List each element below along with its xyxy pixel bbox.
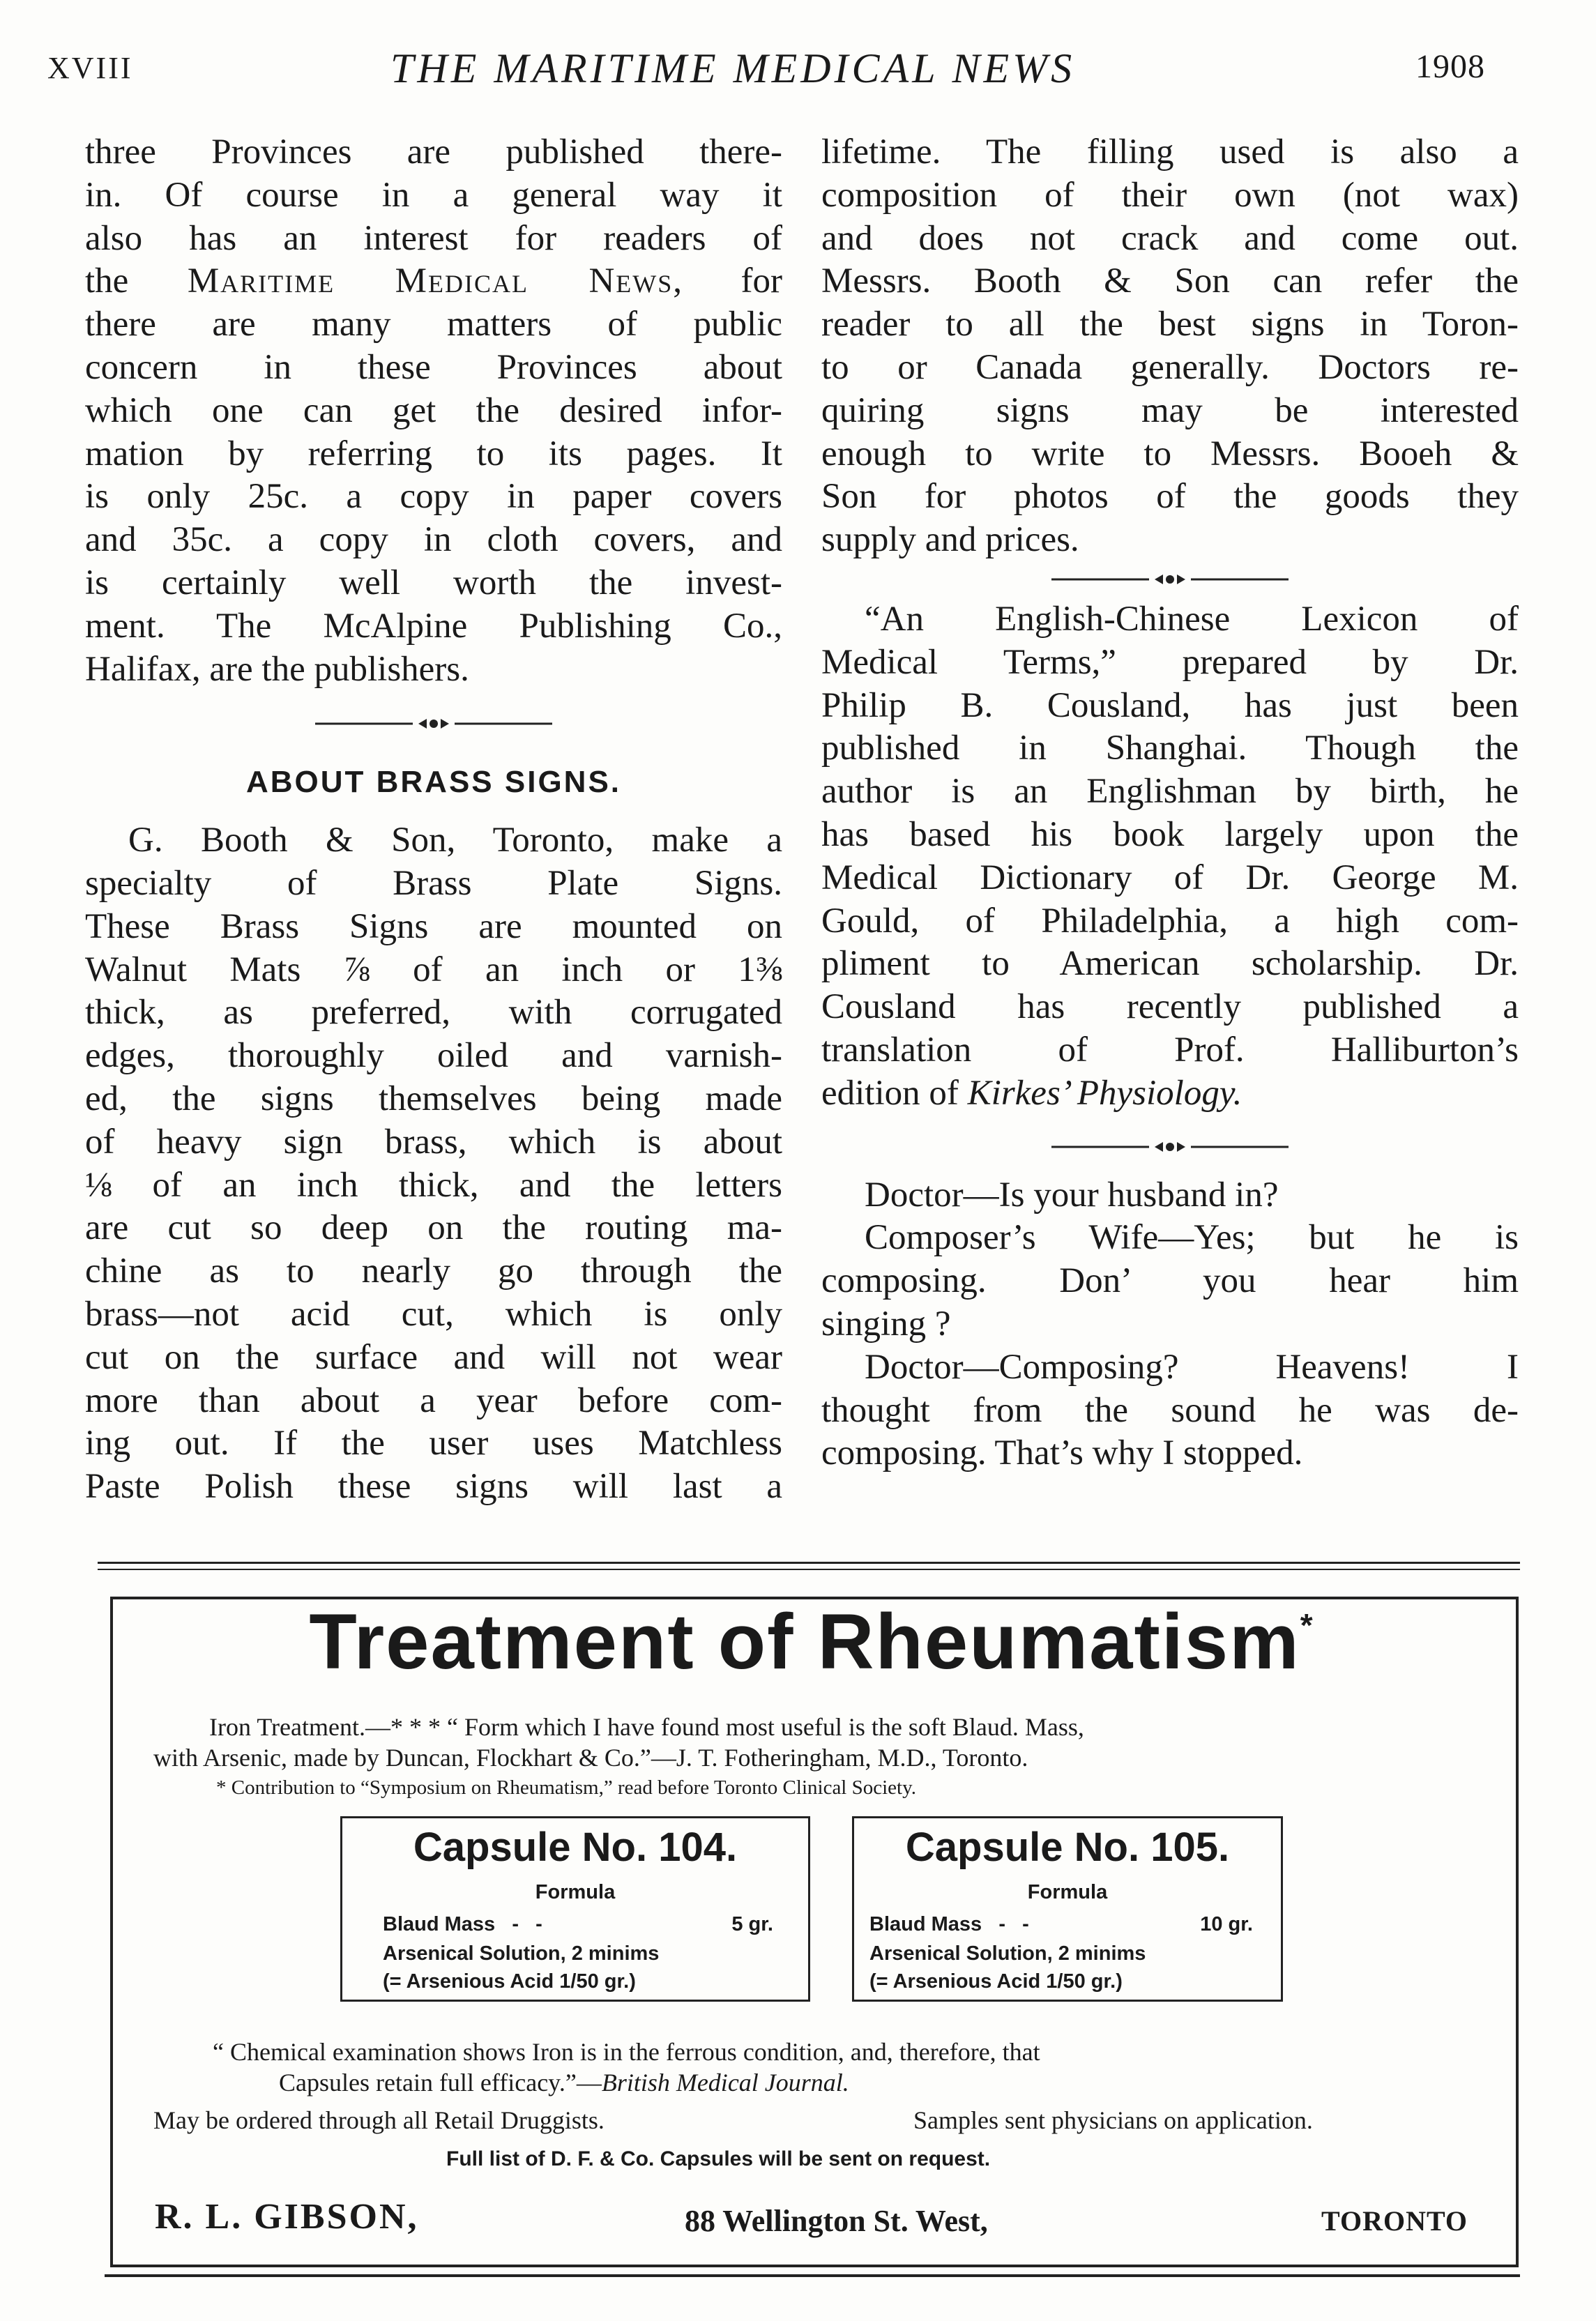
text-line: which one can get the desired infor- <box>85 390 782 430</box>
text-line: reader to all the best signs in Toron- <box>821 305 1519 344</box>
text-line: ment. The McAlpine Publishing Co., <box>85 606 782 646</box>
ornament-divider-icon <box>1051 563 1289 595</box>
text-line: Halifax, are the publishers. <box>85 649 469 689</box>
formula-row <box>869 1913 1253 1936</box>
text-line: and does not crack and come out. <box>821 218 1519 258</box>
section-heading-brass-signs: ABOUT BRASS SIGNS. <box>245 765 622 800</box>
text-line: Son for photos of the goods they <box>821 477 1519 517</box>
formula-row: (= Arsenious Acid 1/50 gr.) <box>869 1970 1123 1993</box>
text-line: enough to write to Messrs. Booeh & <box>821 434 1519 473</box>
text-line: composition of their own (not wax) <box>821 175 1519 215</box>
text-line: ing out. If the user uses Matchless <box>85 1424 782 1463</box>
text-line: ⅛ of an inch thick, and the letters <box>85 1165 782 1205</box>
formula-row: (= Arsenious Acid 1/50 gr.) <box>383 1970 636 1993</box>
text-line: Messrs. Booth & Son can refer the <box>821 261 1519 301</box>
ingredient-name: Blaud Mass - - <box>383 1913 542 1935</box>
capsule-name: Capsule No. 105. <box>905 1825 1230 1870</box>
journal-citation: British Medical Journal. <box>601 2069 849 2096</box>
left-paragraph-brass-signs <box>85 819 782 1509</box>
page-numeral: XVIII <box>47 51 133 85</box>
text-line: composing. That’s why I stopped. <box>821 1433 1303 1473</box>
ornament-divider-icon <box>1051 1131 1289 1163</box>
ad-title-text: Treatment of Rheumatism <box>309 1598 1300 1685</box>
ad-quote-line: “ Chemical examination shows Iron is in the ferrous condition, and, therefore, that <box>213 2038 1040 2066</box>
text-line: author is an Englishman by birth, he <box>821 772 1519 812</box>
book-title: Kirkes’ Physiology. <box>967 1073 1242 1113</box>
text-line: of heavy sign brass, which is about <box>85 1122 782 1162</box>
formula-row: Arsenical Solution, 2 minims <box>383 1942 660 1965</box>
ad-order-text: May be ordered through all Retail Druggists. <box>153 2106 605 2134</box>
text-line: Medical Dictionary of Dr. George M. <box>821 858 1519 897</box>
text-line: the Maritime Medical News, for <box>85 261 782 301</box>
text-line: Cousland has recently published a <box>821 987 1519 1027</box>
ad-samples-text: Samples sent physicians on application. <box>913 2106 1313 2134</box>
text-line: lifetime. The filling used is also a <box>821 132 1519 172</box>
text-line: in. Of course in a general way it <box>85 175 782 215</box>
separator-rule <box>98 1562 1520 1564</box>
text-line: edges, thoroughly oiled and varnish- <box>85 1036 782 1076</box>
text-line: more than about a year before com- <box>85 1380 782 1420</box>
right-paragraph-lexicon <box>821 598 1519 1072</box>
text-line: Philip B. Cousland, has just been <box>821 685 1519 725</box>
journal-title: THE MARITIME MEDICAL NEWS <box>390 45 1076 91</box>
formula-row: Arsenical Solution, 2 minims <box>869 1942 1146 1965</box>
text-line: Paste Polish these signs will last a <box>85 1467 782 1507</box>
right-paragraph-signs-cont <box>821 131 1519 562</box>
capsule-name: Capsule No. 104. <box>413 1825 738 1870</box>
text-line: brass—not acid cut, which is only <box>85 1294 782 1334</box>
ornament-divider-icon <box>315 708 552 740</box>
ad-full-list: Full list of D. F. & Co. Capsules will be sent on request. <box>446 2147 991 2170</box>
text-line: These Brass Signs are mounted on <box>85 906 782 946</box>
text-line: quiring signs may be interested <box>821 390 1519 430</box>
page-year: 1908 <box>1415 48 1485 85</box>
text-line: Doctor—Composing? Heavens! I <box>865 1347 1519 1387</box>
text-line: singing ? <box>821 1304 951 1344</box>
text-line: thought from the sound he was de- <box>821 1390 1519 1430</box>
formula-label: Formula <box>1027 1881 1108 1903</box>
bottom-rule <box>105 2274 1520 2277</box>
text-line: published in Shanghai. Though the <box>821 729 1519 768</box>
text-line: chine as to nearly go through the <box>85 1251 782 1291</box>
journal-name-smallcaps: Maritime Medical News <box>187 261 674 301</box>
text-line <box>821 1072 1519 1116</box>
text-line: and 35c. a copy in cloth covers, and <box>85 520 782 560</box>
text-line: specialty of Brass Plate Signs. <box>85 863 782 903</box>
text-line: pliment to American scholarship. Dr. <box>821 944 1519 984</box>
ingredient-dose: 5 gr. <box>731 1913 773 1935</box>
formula-row <box>383 1913 773 1936</box>
text-line: thick, as preferred, with corrugated <box>85 993 782 1033</box>
ad-footnote: * Contribution to “Symposium on Rheumatism,” read before Toronto Clinical Society. <box>216 1776 916 1799</box>
company-city: TORONTO <box>1321 2205 1468 2237</box>
text-line: Doctor—Is your husband in? <box>865 1175 1279 1215</box>
text-line: Walnut Mats ⅞ of an inch or 1⅜ <box>85 950 782 989</box>
text-line: to or Canada generally. Doctors re- <box>821 347 1519 387</box>
company-name: R. L. GIBSON, <box>155 2197 419 2237</box>
ingredient-dose: 10 gr. <box>1200 1913 1253 1935</box>
text-line: is only 25c. a copy in paper covers <box>85 477 782 517</box>
text-line: has based his book largely upon the <box>821 814 1519 854</box>
text-line-prefix: edition of <box>821 1073 968 1113</box>
left-column <box>85 131 782 1509</box>
ad-intro-line: Iron Treatment.—* * * “ Form which I have found most useful is the soft Blaud. Mass, <box>209 1713 1084 1741</box>
company-address: 88 Wellington St. West, <box>685 2204 988 2238</box>
ad-quote-line <box>279 2068 849 2097</box>
joke-dialogue <box>821 1174 1519 1476</box>
text-line: composing. Don’ you hear him <box>821 1261 1519 1301</box>
ad-intro-line: with Arsenic, made by Duncan, Flockhart & Co.”—J. T. Fotheringham, M.D., Toronto. <box>153 1744 1028 1772</box>
text-line: also has an interest for readers of <box>85 218 782 258</box>
left-paragraph-publication <box>85 131 782 691</box>
text-line: is certainly well worth the invest- <box>85 563 782 602</box>
text-line: supply and prices. <box>821 520 1079 560</box>
quote-text: Capsules retain full efficacy.”— <box>279 2069 602 2096</box>
formula-label: Formula <box>535 1881 616 1903</box>
text-line: are cut so deep on the routing ma- <box>85 1208 782 1248</box>
text-line: translation of Prof. Halliburton’s <box>821 1030 1519 1070</box>
separator-rule <box>98 1569 1520 1570</box>
text-line: there are many matters of public <box>85 305 782 344</box>
text-line: concern in these Provinces about <box>85 347 782 387</box>
text-line: G. Booth & Son, Toronto, make a <box>128 821 782 860</box>
text-line: cut on the surface and will not wear <box>85 1337 782 1377</box>
capsule-105-box <box>852 1816 1283 2002</box>
text-line: Composer’s Wife—Yes; but he is <box>865 1218 1519 1258</box>
text-line: Medical Terms,” prepared by Dr. <box>821 642 1519 682</box>
text-line: “An English-Chinese Lexicon of <box>865 599 1519 639</box>
text-line: three Provinces are published there- <box>85 132 782 172</box>
text-line: ed, the signs themselves being made <box>85 1079 782 1118</box>
ad-title <box>110 1597 1513 1687</box>
text-line: Gould, of Philadelphia, a high com- <box>821 901 1519 941</box>
footnote-mark: * <box>1300 1607 1314 1643</box>
text-line: mation by referring to its pages. It <box>85 434 782 473</box>
right-column <box>821 131 1519 1475</box>
ingredient-name: Blaud Mass - - <box>869 1913 1029 1935</box>
capsule-104-box <box>340 1816 810 2002</box>
